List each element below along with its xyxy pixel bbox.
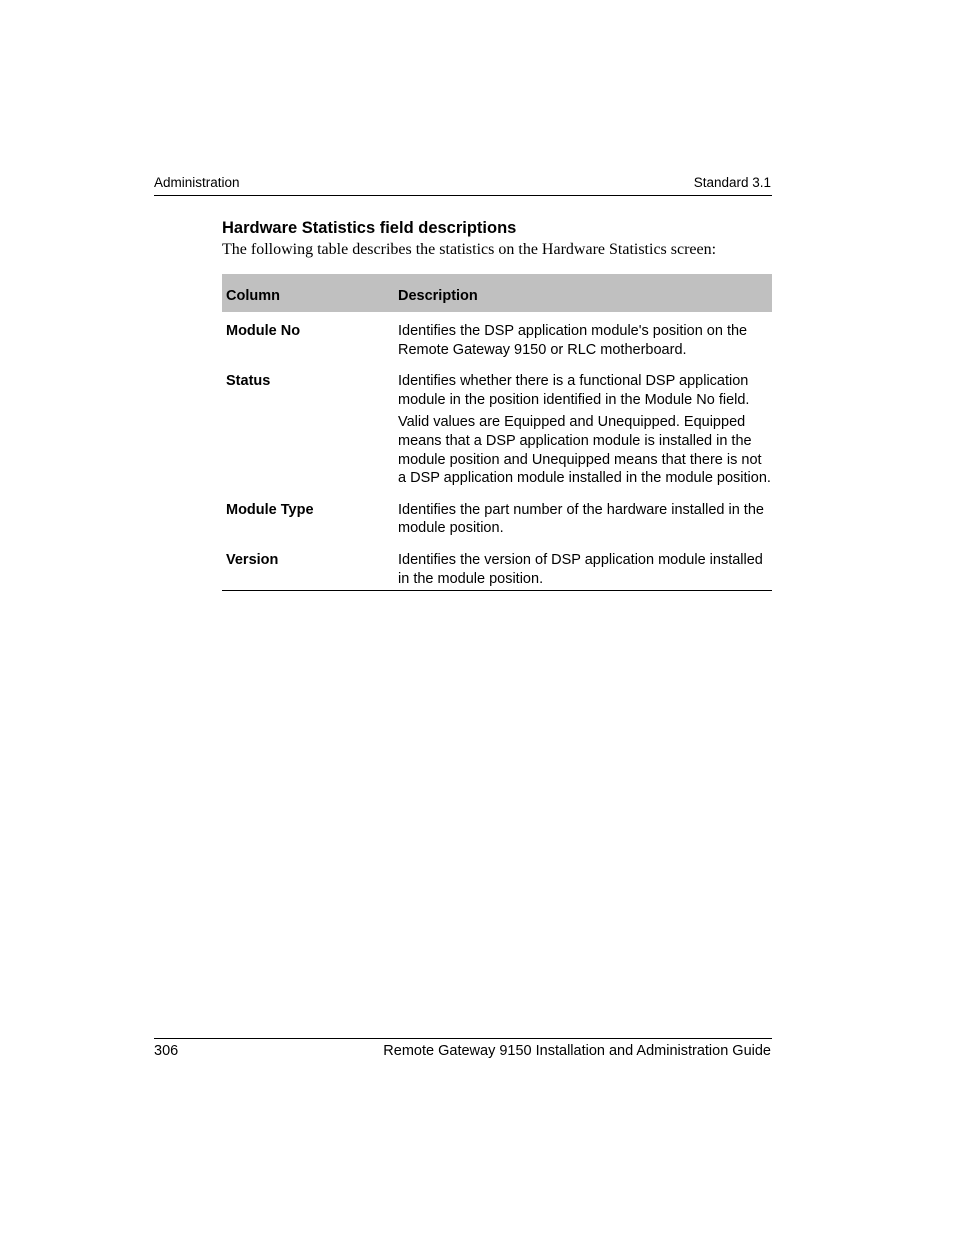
guide-title: Remote Gateway 9150 Installation and Administration Guide (383, 1043, 771, 1059)
table-header-row (222, 274, 772, 312)
table-body (222, 312, 772, 591)
field-name: Module No (226, 323, 301, 339)
table-row (222, 501, 772, 551)
header-standard-version: Standard 3.1 (693, 175, 771, 190)
table-row (222, 312, 772, 372)
header-section-name: Administration (154, 175, 240, 190)
field-name: Version (226, 551, 279, 568)
field-description (394, 312, 772, 372)
field-name: Status (226, 373, 271, 390)
column-header-column: Column (222, 274, 394, 312)
page-number: 306 (154, 1043, 179, 1059)
description-paragraph: Identifies the part number of the hardware installed in the module position. (398, 501, 764, 537)
page-header (154, 174, 772, 196)
table-row (222, 372, 772, 501)
field-description (394, 372, 772, 501)
field-descriptions-table (222, 274, 772, 591)
field-description (394, 551, 772, 591)
description-paragraph: Valid values are Equipped and Unequipped. Equipped means that a DSP application module is installed in the module position and Unequipped means that there is not a DSP application module installed in the module position. (398, 414, 771, 487)
page-footer (154, 1038, 772, 1063)
field-description (394, 501, 772, 551)
intro-paragraph: The following table describes the statistics on the Hardware Statistics screen: (222, 241, 717, 258)
section-heading: Hardware Statistics field descriptions (222, 219, 517, 237)
field-name: Module Type (226, 501, 314, 518)
column-header-description: Description (394, 274, 772, 312)
table-header (222, 274, 772, 312)
description-paragraph: Identifies the version of DSP application module installed in the module position. (398, 551, 763, 587)
description-paragraph: Identifies the DSP application module's position on the Remote Gateway 9150 or RLC motherboard. (398, 323, 748, 358)
table-row (222, 551, 772, 591)
description-paragraph: Identifies whether there is a functional DSP application module in the position identified in the Module No field. (398, 373, 750, 408)
